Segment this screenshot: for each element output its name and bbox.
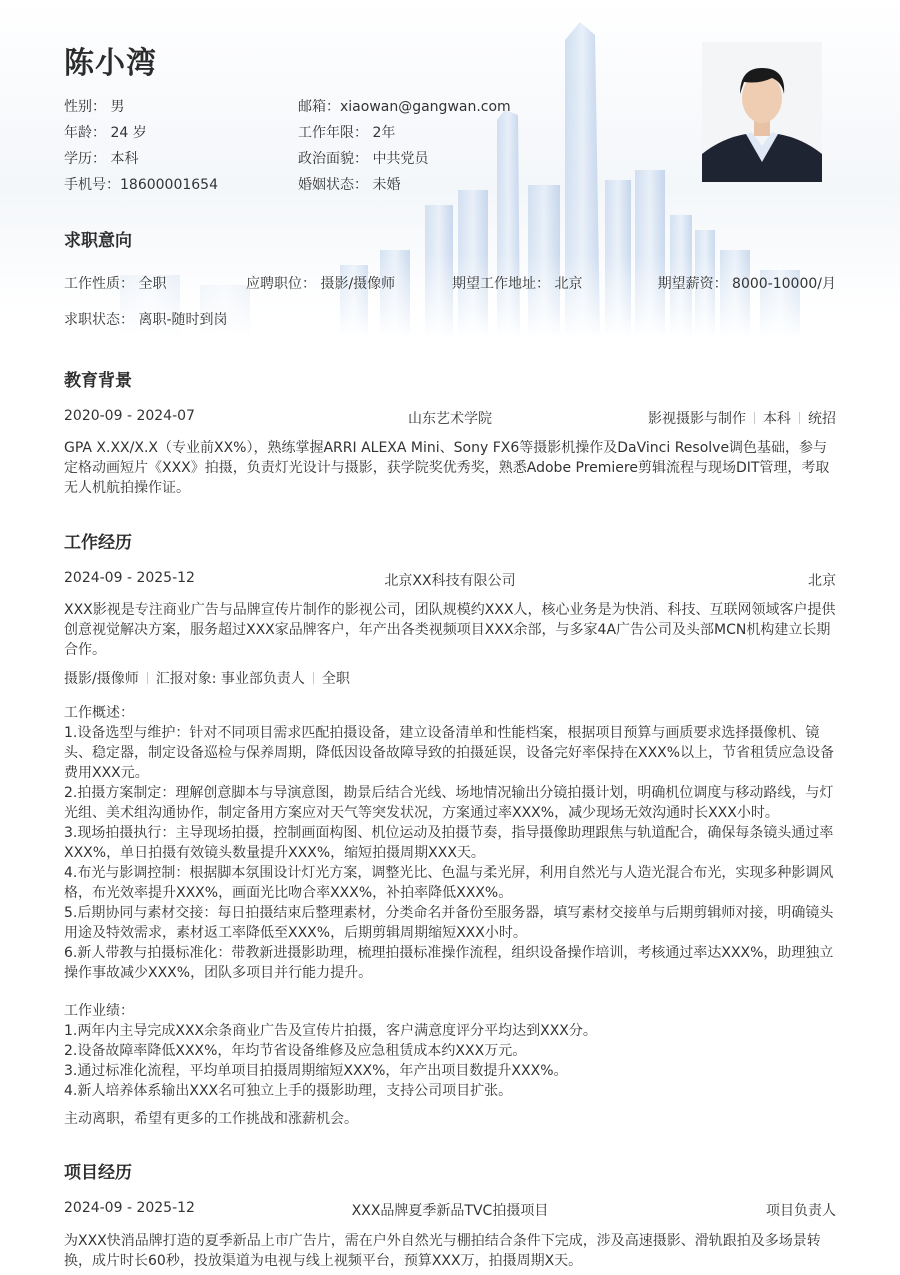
intent-salary: 期望薪资： 8000-10000/月 [657,276,836,292]
work-job-type: 全职 [321,671,350,687]
work-achievement-item: 2.设备故障率降低XXX%，年均节省设备维修及应急租赁成本约XXX万元。 [64,1043,527,1059]
work-overview [64,703,836,983]
intent-section-title: 求职意向 [64,231,132,251]
marital-status-field: 婚姻状态： 未婚 [298,177,401,193]
project-date: 2024-09 - 2025-12 [64,1200,195,1216]
work-achievements [64,1001,836,1101]
work-achievements-label: 工作业绩： [64,1003,134,1019]
work-role: 摄影/摄像师 [64,671,139,687]
candidate-name: 陈小湾 [64,46,157,81]
project-role: 项目负责人 [766,1203,836,1219]
education-school: 山东艺术学院 [408,411,492,427]
work-duty-item: 6.新人带教与拍摄标准化：带教新进摄影助理，梳理拍摄标准操作流程，组织设备操作培训，考核通过率达XXX%，助理独立操作事故减少XXX%，团队多项目并行能力提升。 [64,945,834,981]
work-duty-item: 5.后期协同与素材交接：每日拍摄结束后整理素材，分类命名并备份至服务器，填写素材交接单与后期剪辑师对接，明确镜头用途及特效需求，素材返工率降低至XXX%，后期剪辑周期缩短XXX小时。 [64,905,834,941]
education-mode: 统招 [808,411,836,427]
work-achievement-item: 3.通过标准化流程，平均单项目拍摄周期缩短XXX%，年产出项目数提升XXX%。 [64,1063,568,1079]
education-major: 影视摄影与制作 [648,411,746,427]
intent-status: 求职状态： 离职-随时到岗 [64,312,228,328]
work-duty-item: 3.现场拍摄执行：主导现场拍摄，控制画面构图、机位运动及拍摄节奏，指导摄像助理跟焦与轨道配合，确保每条镜头通过率XXX%，单日拍摄有效镜头数量提升XXX%，缩短拍摄周期XXX天。 [64,825,834,861]
work-achievement-item: 1.两年内主导完成XXX余条商业广告及宣传片拍摄，客户满意度评分平均达到XXX分。 [64,1023,597,1039]
profile-photo [702,42,822,182]
education-meta [560,408,836,428]
work-achievement-item: 4.新人培养体系输出XXX名可独立上手的摄影助理，支持公司项目扩张。 [64,1083,513,1099]
work-meta [64,668,350,688]
project-description: 为XXX快消品牌打造的夏季新品上市广告片，需在户外自然光与棚拍结合条件下完成，涉及高速摄影、滑轨跟拍及多场景转换，成片时长60秒，投放渠道为电视与线上视频平台，预算XXX万，拍摄周期X天。 [64,1233,821,1269]
work-overview-label: 工作概述： [64,705,134,721]
intent-position: 应聘职位： 摄影/摄像师 [246,276,396,292]
work-section-title: 工作经历 [64,533,132,553]
education-section-title: 教育背景 [64,371,132,391]
work-years-field: 工作年限： 2年 [298,125,396,141]
work-company-intro: XXX影视是专注商业广告与品牌宣传片制作的影视公司，团队规模约XXX人，核心业务是为快消、科技、互联网领域客户提供创意视觉解决方案，服务超过XXX家品牌客户，年产出各类视频项目XXX余部，与多家4A广告公司及头部MCN机构建立长期合作。 [64,602,836,658]
work-duty-item: 4.布光与影调控制：根据脚本氛围设计灯光方案，调整光比、色温与柔光屏，利用自然光与人造光混合布光，实现多种影调风格，布光效率提升XXX%，画面光比吻合率XXX%，补拍率降低XXX%。 [64,865,834,901]
email-field: 邮箱：xiaowan@gangwan.com [298,99,511,115]
work-report-to: 汇报对象: 事业部负责人 [155,671,305,687]
education-description: GPA X.XX/X.X（专业前XX%），熟练掌握ARRI ALEXA Mini、Sony FX6等摄影机操作及DaVinci Resolve调色基础，参与定格动画短片《XXX》拍摄，负责灯光设计与摄影，获学院奖优秀奖，熟悉Adobe Premiere剪辑流程与现场DIT管理，考取无人机航拍操作证。 [64,440,830,496]
person-avatar-icon [702,42,822,182]
political-status-field: 政治面貌： 中共党员 [298,151,429,167]
work-leave-reason: 主动离职，希望有更多的工作挑战和涨薪机会。 [64,1111,358,1127]
intent-job-type: 工作性质： 全职 [64,276,167,292]
education-level-field: 学历： 本科 [64,151,139,167]
work-duty-item: 2.拍摄方案制定：理解创意脚本与导演意图，勘景后结合光线、场地情况输出分镜拍摄计划，明确机位调度与移动路线，与灯光组、美术组沟通协作，制定备用方案应对天气等突发状况，方案通过率XXX%，减少现场无效沟通时长XXX小时。 [64,785,834,821]
gender-field: 性别： 男 [64,99,125,115]
education-date: 2020-09 - 2024-07 [64,408,195,424]
project-section-title: 项目经历 [64,1163,132,1183]
education-degree: 本科 [763,411,791,427]
phone-field: 手机号：18600001654 [64,177,218,193]
work-city: 北京 [808,573,836,589]
age-field: 年龄： 24 岁 [64,125,147,141]
work-date: 2024-09 - 2025-12 [64,570,195,586]
work-company: 北京XX科技有限公司 [384,573,516,589]
intent-location: 期望工作地址： 北京 [452,276,583,292]
work-duty-item: 1.设备选型与维护：针对不同项目需求匹配拍摄设备，建立设备清单和性能档案，根据项目预算与画质要求选择摄像机、镜头、稳定器，制定设备巡检与保养周期，降低因设备故障导致的拍摄延误，设备完好率保持在XXX%以上，节省租赁应急设备费用XXX元。 [64,725,835,781]
project-name: XXX品牌夏季新品TVC拍摄项目 [351,1203,549,1219]
